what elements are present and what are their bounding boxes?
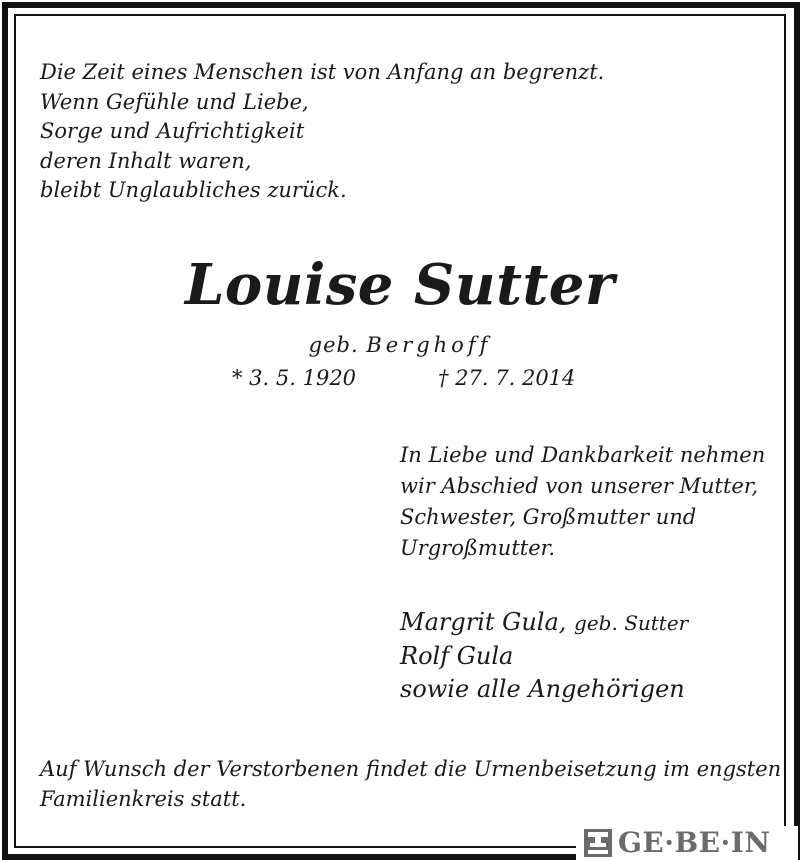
mourner-line <box>400 606 688 640</box>
burial-notice <box>40 754 781 814</box>
mourner-line: Rolf Gula <box>400 642 514 670</box>
poem-line: Sorge und Aufrichtigkeit <box>40 119 305 143</box>
mourners-signature <box>400 606 688 706</box>
poem-line: deren Inhalt waren, <box>40 148 252 173</box>
farewell-line: In Liebe und Dankbarkeit nehmen <box>400 443 766 467</box>
publisher-logo <box>576 826 798 860</box>
poem-line: Wenn Gefühle und Liebe, <box>40 89 309 114</box>
deceased-name: Louise Sutter <box>185 252 615 318</box>
death-date: † 27. 7. 2014 <box>438 366 576 390</box>
notice-line: Familienkreis statt. <box>40 787 247 811</box>
farewell-line: Schwester, Großmutter und <box>400 505 697 529</box>
mourner-line: sowie alle Angehörigen <box>400 675 685 703</box>
farewell-line: Urgroßmutter. <box>400 536 556 560</box>
poem-line: Die Zeit eines Menschen ist von Anfang an begrenzt. <box>40 60 605 84</box>
birthname-prefix: geb. <box>308 333 359 357</box>
logo-text: GE·BE·IN <box>618 826 771 859</box>
birth-name <box>0 330 800 360</box>
notice-line: Auf Wunsch der Verstorbenen findet die Urnenbeisetzung im engsten <box>40 757 782 781</box>
farewell-text <box>400 440 765 564</box>
birthname-value: Berghoff <box>366 333 492 357</box>
intro-poem <box>40 58 604 206</box>
farewell-line: wir Abschied von unserer Mutter, <box>400 474 759 498</box>
logo-mark-icon <box>584 829 612 857</box>
poem-line: bleibt Unglaubliches zurück. <box>40 178 347 202</box>
birth-date: * 3. 5. 1920 <box>232 366 357 390</box>
mourner-birthname: geb. Sutter <box>574 611 689 635</box>
mourner-name: Margrit Gula, <box>400 608 567 636</box>
